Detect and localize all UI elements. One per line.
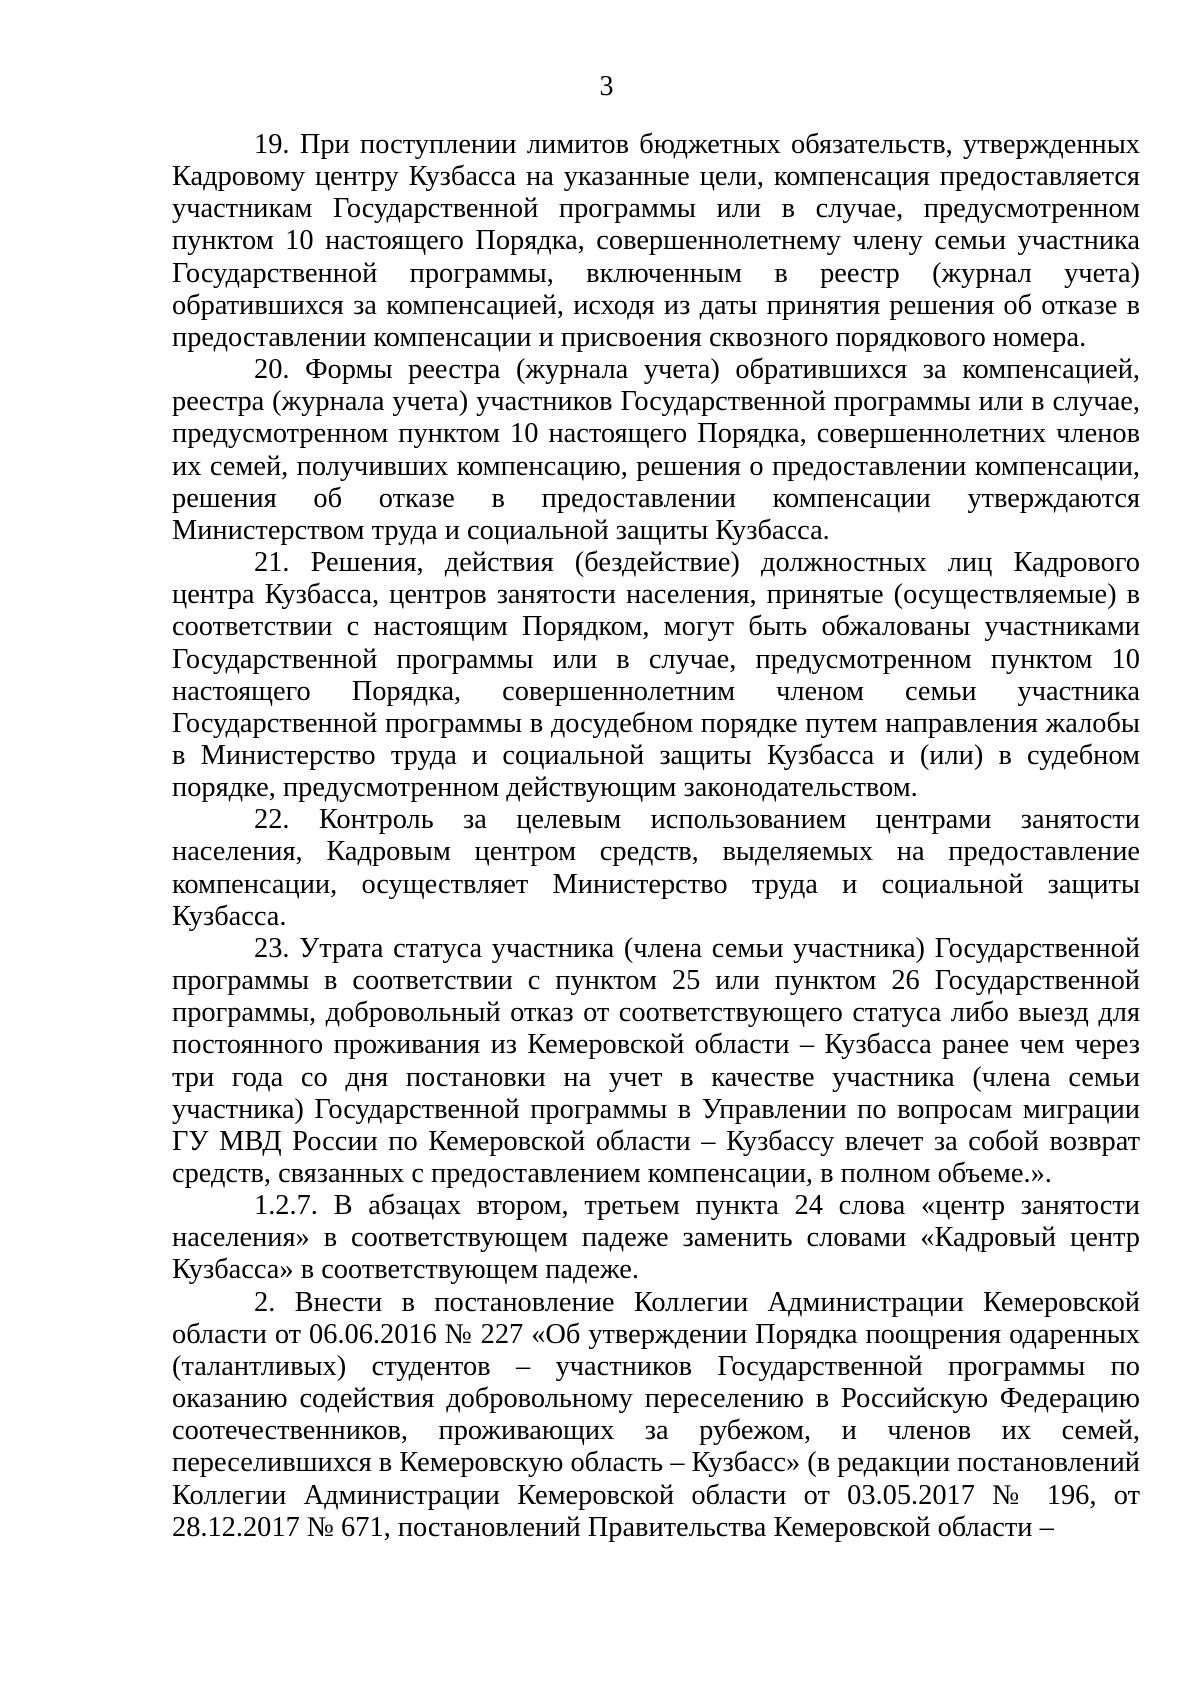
paragraph-23: 23. Утрата статуса участника (члена семьи участника) Государственной программы в соответствии с пунктом 25 или пунктом 26 Государственной программы, добровольный отказ от соответствующего статуса либо выезд для постоянного проживания из Кемеровской области – Кузбасса ранее чем через три года со дня постановки на учет в качестве участника (члена семьи участника) Государственной программы в Управлении по вопросам миграции ГУ МВД России по Кемеровской области – Кузбассу влечет за собой возврат средств, связанных с предоставлением компенсации, в полном объеме.».	[172, 932, 1140, 1189]
paragraph-2: 2. Внести в постановление Коллегии Администрации Кемеровской области от 06.06.2016 № 227 «Об утверждении Порядка поощрения одаренных (талантливых) студентов – участников Государственной программы по оказанию содействия добровольному переселению в Российскую Федерацию соотечественников, проживающих за рубежом, и членов их семей, переселившихся в Кемеровскую область – Кузбасс» (в редакции постановлений Коллегии Администрации Кемеровской области от 03.05.2017 № 196, от 28.12.2017 № 671, постановлений Правительства Кемеровской области –	[172, 1286, 1140, 1543]
paragraph-20: 20. Формы реестра (журнала учета) обратившихся за компенсацией, реестра (журнала учета) участников Государственной программы или в случае, предусмотренном пунктом 10 настоящего Порядка, совершеннолетних членов их семей, получивших компенсацию, решения о предоставлении компенсации, решения об отказе в предоставлении компенсации утверждаются Министерством труда и социальной защиты Кузбасса.	[172, 354, 1140, 546]
document-body	[172, 129, 1140, 1544]
paragraph-1-2-7: 1.2.7. В абзацах втором, третьем пункта 24 слова «центр занятости населения» в соответствующем падеже заменить словами «Кадровый центр Кузбасса» в соответствующем падеже.	[172, 1190, 1140, 1286]
page-number: 3	[599, 71, 614, 102]
paragraph-22: 22. Контроль за целевым использованием центрами занятости населения, Кадровым центром средств, выделяемых на предоставление компенсации, осуществляет Министерство труда и социальной защиты Кузбасса.	[172, 804, 1140, 932]
paragraph-19: 19. При поступлении лимитов бюджетных обязательств, утвержденных Кадровому центру Кузбасса на указанные цели, компенсация предоставляется участникам Государственной программы или в случае, предусмотренном пунктом 10 настоящего Порядка, совершеннолетнему члену семьи участника Государственной программы, включенным в реестр (журнал учета) обратившихся за компенсацией, исходя из даты принятия решения об отказе в предоставлении компенсации и присвоения сквозного порядкового номера.	[172, 129, 1140, 353]
paragraph-21: 21. Решения, действия (бездействие) должностных лиц Кадрового центра Кузбасса, центров занятости населения, принятые (осуществляемые) в соответствии с настоящим Порядком, могут быть обжалованы участниками Государственной программы или в случае, предусмотренном пунктом 10 настоящего Порядка, совершеннолетним членом семьи участника Государственной программы в досудебном порядке путем направления жалобы в Министерство труда и социальной защиты Кузбасса и (или) в судебном порядке, предусмотренном действующим законодательством.	[172, 547, 1140, 804]
